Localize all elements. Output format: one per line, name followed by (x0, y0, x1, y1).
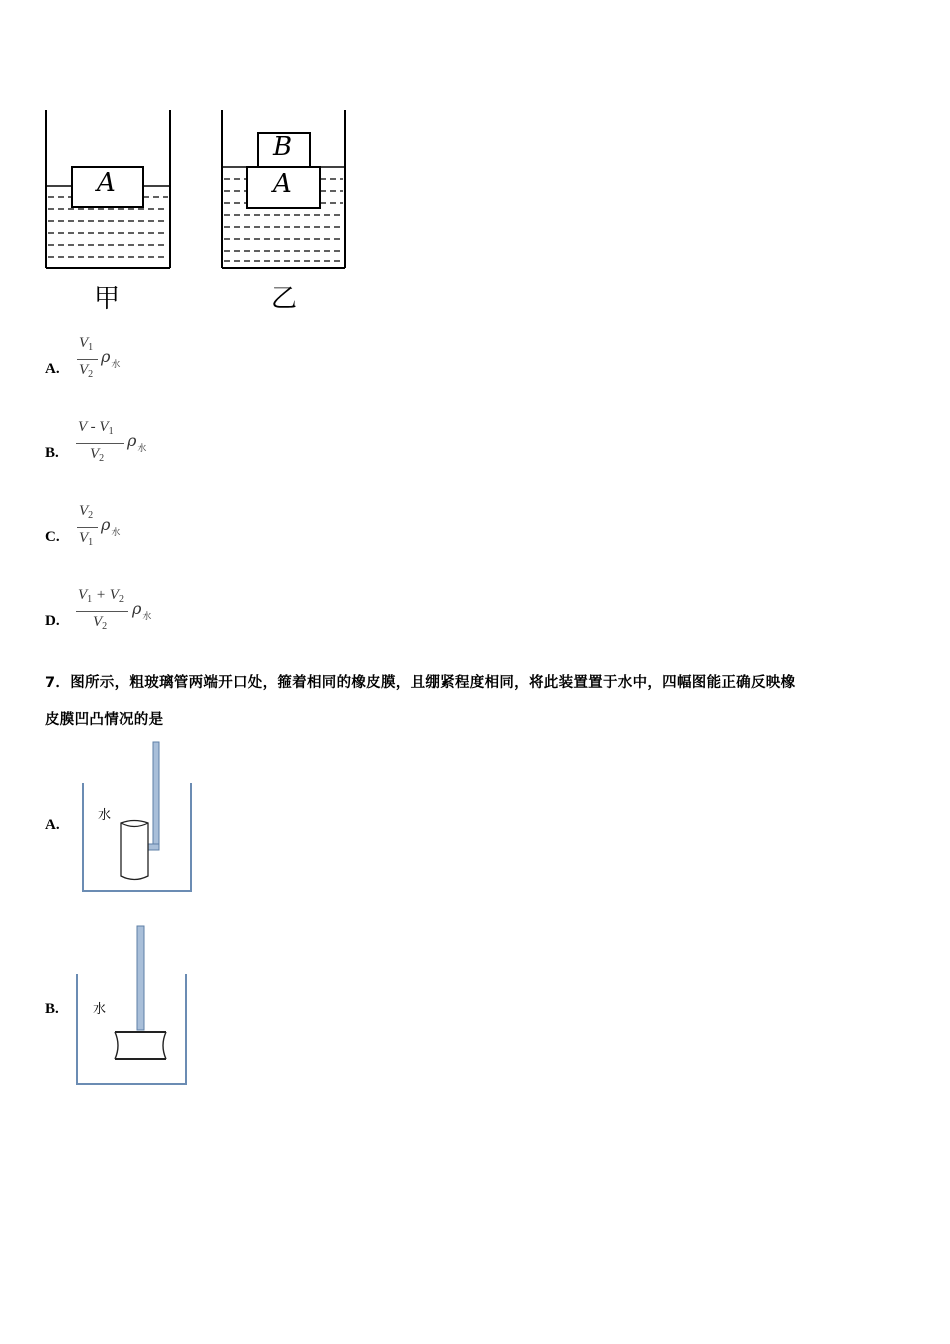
option-c-denominator: $V_1$ (79, 530, 94, 548)
block-a-right-label: A (273, 169, 292, 199)
option-a-numerator: $V_1$ (79, 335, 94, 353)
q7-option-b-water-label: 水 (93, 1002, 107, 1017)
option-b-fraction (76, 419, 126, 469)
option-d-numerator: $V_1 + V_2$ (78, 587, 124, 605)
option-a-fraction-bar (77, 359, 98, 360)
option-b-fraction-bar (76, 443, 124, 444)
option-d-denominator: $V_2$ (93, 614, 108, 632)
option-c-fraction-bar (77, 527, 98, 528)
question-7-line-1: 7．图所示，粗玻璃管两端开口处，箍着相同的橡皮膜，且绷紧程度相同，将此装置置于水中，四幅图能正确反映橡 (45, 675, 796, 691)
question-7-line-2: 皮膜凹凸情况的是 (45, 712, 164, 728)
option-c-fraction (77, 503, 99, 553)
option-b-numerator: V - $V_1$ (78, 419, 114, 437)
option-a-rho: $\rho_水$ (101, 347, 121, 370)
option-a-denominator: $V_2$ (79, 362, 94, 380)
option-c-rho: $\rho_水$ (101, 515, 121, 538)
q7-option-a-letter[interactable]: A. (45, 817, 60, 833)
option-d-fraction-bar (76, 611, 128, 612)
option-c-numerator: $V_2$ (79, 503, 94, 521)
block-a-left-label: A (97, 168, 116, 198)
figure-containers (40, 105, 360, 320)
option-b-rho: $\rho_水$ (127, 431, 147, 454)
option-a-fraction (77, 335, 99, 385)
option-b-letter[interactable]: B. (45, 445, 59, 461)
q7-option-a-water-label: 水 (98, 808, 112, 823)
option-c-letter[interactable]: C. (45, 529, 60, 545)
option-b-denominator: $V_2$ (90, 446, 105, 464)
block-b-label: B (273, 132, 293, 162)
option-a-letter[interactable]: A. (45, 361, 60, 377)
option-d-letter[interactable]: D. (45, 613, 60, 629)
option-d-rho: $\rho_水$ (132, 599, 152, 622)
q7-option-b-figure (72, 922, 192, 1092)
q7-option-a-figure (78, 738, 198, 898)
option-d-fraction (76, 587, 130, 637)
caption-jia: 甲 (94, 284, 121, 314)
caption-yi: 乙 (271, 284, 298, 314)
q7-option-b-letter[interactable]: B. (45, 1001, 59, 1017)
